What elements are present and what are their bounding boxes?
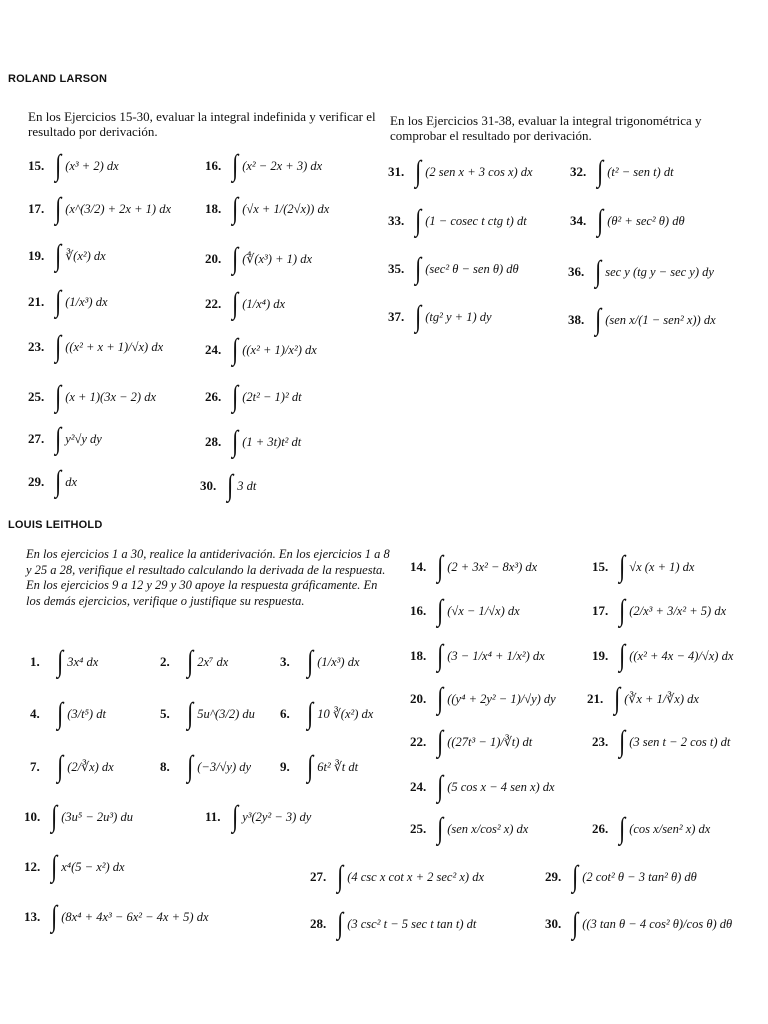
integral-sign-icon: ∫ <box>307 750 314 783</box>
exercise-larson-38: 38. ∫ (sen x/(1 − sen² x)) dx <box>568 303 716 336</box>
integral-sign-icon: ∫ <box>572 860 579 893</box>
exercise-leithold-5: 5. ∫ 5u^(3/2) du <box>160 697 255 730</box>
integral-sign-icon: ∫ <box>619 812 626 845</box>
exercise-larson-32: 32. ∫ (t² − sen t) dt <box>570 155 674 188</box>
exercise-leithold-26: 26. ∫ (cos x/sen² x) dx <box>592 812 711 845</box>
integral-sign-icon: ∫ <box>187 697 194 730</box>
integral-sign-icon: ∫ <box>57 645 64 678</box>
exercise-larson-37: 37. ∫ (tg² y + 1) dy <box>388 300 492 333</box>
exercise-larson-29: 29. ∫ dx <box>28 465 78 498</box>
integral-sign-icon: ∫ <box>232 333 239 366</box>
section-heading-larson: ROLAND LARSON <box>8 73 108 85</box>
integral-sign-icon: ∫ <box>595 303 602 336</box>
exercise-larson-25: 25. ∫ (x + 1)(3x − 2) dx <box>28 380 157 413</box>
section-heading-leithold: LOUIS LEITHOLD <box>8 519 103 531</box>
exercise-larson-22: 22. ∫ (1/x⁴) dx <box>205 287 286 320</box>
exercise-larson-27: 27. ∫ y²√y dy <box>28 422 102 455</box>
exercise-larson-35: 35. ∫ (sec² θ − sen θ) dθ <box>388 252 519 285</box>
exercise-leithold-15: 15. ∫ √x (x + 1) dx <box>592 550 695 583</box>
integral-sign-icon: ∫ <box>437 812 444 845</box>
exercise-larson-30: 30. ∫ 3 dt <box>200 469 257 502</box>
integral-sign-icon: ∫ <box>619 725 626 758</box>
exercise-leithold-16: 16. ∫ (√x − 1/√x) dx <box>410 594 520 627</box>
exercise-leithold-23: 23. ∫ (3 sen t − 2 cos t) dt <box>592 725 731 758</box>
integral-sign-icon: ∫ <box>619 639 626 672</box>
integral-sign-icon: ∫ <box>57 750 64 783</box>
integral-sign-icon: ∫ <box>437 682 444 715</box>
exercise-larson-17: 17. ∫ (x^(3/2) + 2x + 1) dx <box>28 192 172 225</box>
integral-sign-icon: ∫ <box>55 465 62 498</box>
exercise-larson-28: 28. ∫ (1 + 3t)t² dt <box>205 425 302 458</box>
integral-sign-icon: ∫ <box>55 380 62 413</box>
integral-sign-icon: ∫ <box>55 422 62 455</box>
integral-sign-icon: ∫ <box>619 594 626 627</box>
integral-sign-icon: ∫ <box>619 550 626 583</box>
exercise-larson-31: 31. ∫ (2 sen x + 3 cos x) dx <box>388 155 533 188</box>
integral-sign-icon: ∫ <box>51 850 58 883</box>
exercise-larson-36: 36. ∫ sec y (tg y − sec y) dy <box>568 255 714 288</box>
integral-sign-icon: ∫ <box>437 770 444 803</box>
exercise-larson-15: 15. ∫ (x³ + 2) dx <box>28 149 119 182</box>
integral-sign-icon: ∫ <box>232 800 239 833</box>
integral-sign-icon: ∫ <box>415 252 422 285</box>
integral-sign-icon: ∫ <box>57 697 64 730</box>
exercise-leithold-22: 22. ∫ ((27t³ − 1)/∛t) dt <box>410 725 533 758</box>
exercise-leithold-21: 21. ∫ (∛x + 1/∛x) dx <box>587 682 699 715</box>
exercise-leithold-17: 17. ∫ (2/x³ + 3/x² + 5) dx <box>592 594 727 627</box>
exercise-larson-19: 19. ∫ ∛(x²) dx <box>28 239 106 272</box>
integral-sign-icon: ∫ <box>232 425 239 458</box>
exercise-leithold-12: 12. ∫ x⁴(5 − x²) dx <box>24 850 125 883</box>
exercise-larson-20: 20. ∫ (∜(x³) + 1) dx <box>205 242 312 275</box>
integral-sign-icon: ∫ <box>437 639 444 672</box>
exercise-leithold-2: 2. ∫ 2x⁷ dx <box>160 645 229 678</box>
integral-sign-icon: ∫ <box>437 594 444 627</box>
integral-sign-icon: ∫ <box>337 860 344 893</box>
exercise-larson-34: 34. ∫ (θ² + sec² θ) dθ <box>570 204 685 237</box>
exercise-larson-23: 23. ∫ ((x² + x + 1)/√x) dx <box>28 330 164 363</box>
exercise-leithold-28: 28. ∫ (3 csc² t − 5 sec t tan t) dt <box>310 907 477 940</box>
exercise-leithold-8: 8. ∫ (−3/√y) dy <box>160 750 252 783</box>
integral-sign-icon: ∫ <box>437 550 444 583</box>
exercise-leithold-3: 3. ∫ (1/x³) dx <box>280 645 360 678</box>
exercise-leithold-14: 14. ∫ (2 + 3x² − 8x³) dx <box>410 550 538 583</box>
exercise-leithold-11: 11. ∫ y³(2y² − 3) dy <box>205 800 312 833</box>
integral-sign-icon: ∫ <box>51 800 58 833</box>
integral-sign-icon: ∫ <box>227 469 234 502</box>
exercise-leithold-24: 24. ∫ (5 cos x − 4 sen x) dx <box>410 770 555 803</box>
exercise-larson-16: 16. ∫ (x² − 2x + 3) dx <box>205 149 323 182</box>
integral-sign-icon: ∫ <box>307 697 314 730</box>
integral-sign-icon: ∫ <box>614 682 621 715</box>
integral-sign-icon: ∫ <box>55 149 62 182</box>
exercise-leithold-30: 30. ∫ ((3 tan θ − 4 cos² θ)/cos θ) dθ <box>545 907 733 940</box>
exercise-leithold-25: 25. ∫ (sen x/cos² x) dx <box>410 812 529 845</box>
exercise-leithold-27: 27. ∫ (4 csc x cot x + 2 sec² x) dx <box>310 860 484 893</box>
exercise-leithold-7: 7. ∫ (2/∛x) dx <box>30 750 114 783</box>
integral-sign-icon: ∫ <box>232 192 239 225</box>
integral-sign-icon: ∫ <box>187 645 194 678</box>
exercise-larson-33: 33. ∫ (1 − cosec t ctg t) dt <box>388 204 527 237</box>
exercise-leithold-19: 19. ∫ ((x² + 4x − 4)/√x) dx <box>592 639 734 672</box>
exercise-leithold-13: 13. ∫ (8x⁴ + 4x³ − 6x² − 4x + 5) dx <box>24 900 209 933</box>
exercise-larson-18: 18. ∫ (√x + 1/(2√x)) dx <box>205 192 330 225</box>
exercise-larson-26: 26. ∫ (2t² − 1)² dt <box>205 380 302 413</box>
exercise-leithold-10: 10. ∫ (3u⁵ − 2u³) du <box>24 800 133 833</box>
integral-sign-icon: ∫ <box>415 155 422 188</box>
exercise-leithold-20: 20. ∫ ((y⁴ + 2y² − 1)/√y) dy <box>410 682 556 715</box>
intro-leithold: En los ejercicios 1 a 30, realice la antiderivación. En los ejercicios 1 a 8 y 25 a 28, verifique el resultado calculando la derivada de la respuesta. En los ejercicios 9 a 12 y 29 y 30 apoye la respuesta gráficamente. En los demás ejercicios, verifique o justifique su respuesta. <box>26 547 390 608</box>
integral-sign-icon: ∫ <box>55 285 62 318</box>
exercise-leithold-9: 9. ∫ 6t² ∛t dt <box>280 750 359 783</box>
integral-sign-icon: ∫ <box>55 192 62 225</box>
exercise-leithold-29: 29. ∫ (2 cot² θ − 3 tan² θ) dθ <box>545 860 697 893</box>
integral-sign-icon: ∫ <box>232 149 239 182</box>
exercise-leithold-18: 18. ∫ (3 − 1/x⁴ + 1/x²) dx <box>410 639 545 672</box>
integral-sign-icon: ∫ <box>572 907 579 940</box>
integral-sign-icon: ∫ <box>307 645 314 678</box>
integral-sign-icon: ∫ <box>51 900 58 933</box>
integral-sign-icon: ∫ <box>415 204 422 237</box>
exercise-leithold-4: 4. ∫ (3/t⁵) dt <box>30 697 106 730</box>
integral-sign-icon: ∫ <box>597 204 604 237</box>
integral-sign-icon: ∫ <box>55 239 62 272</box>
integral-sign-icon: ∫ <box>337 907 344 940</box>
exercise-larson-24: 24. ∫ ((x² + 1)/x²) dx <box>205 333 317 366</box>
exercise-leithold-6: 6. ∫ 10 ∛(x²) dx <box>280 697 374 730</box>
integral-sign-icon: ∫ <box>415 300 422 333</box>
integral-sign-icon: ∫ <box>187 750 194 783</box>
intro-larson-15-30: En los Ejercicios 15-30, evaluar la integral indefinida y verificar el resultado por derivación. <box>28 109 376 139</box>
integral-sign-icon: ∫ <box>232 287 239 320</box>
integral-sign-icon: ∫ <box>232 380 239 413</box>
integral-sign-icon: ∫ <box>55 330 62 363</box>
integral-sign-icon: ∫ <box>232 242 239 275</box>
integral-sign-icon: ∫ <box>437 725 444 758</box>
integral-sign-icon: ∫ <box>595 255 602 288</box>
integral-sign-icon: ∫ <box>597 155 604 188</box>
intro-larson-31-38: En los Ejercicios 31-38, evaluar la integral trigonométrica y comprobar el resultado por derivación. <box>390 113 702 143</box>
exercise-leithold-1: 1. ∫ 3x⁴ dx <box>30 645 99 678</box>
exercise-larson-21: 21. ∫ (1/x³) dx <box>28 285 108 318</box>
